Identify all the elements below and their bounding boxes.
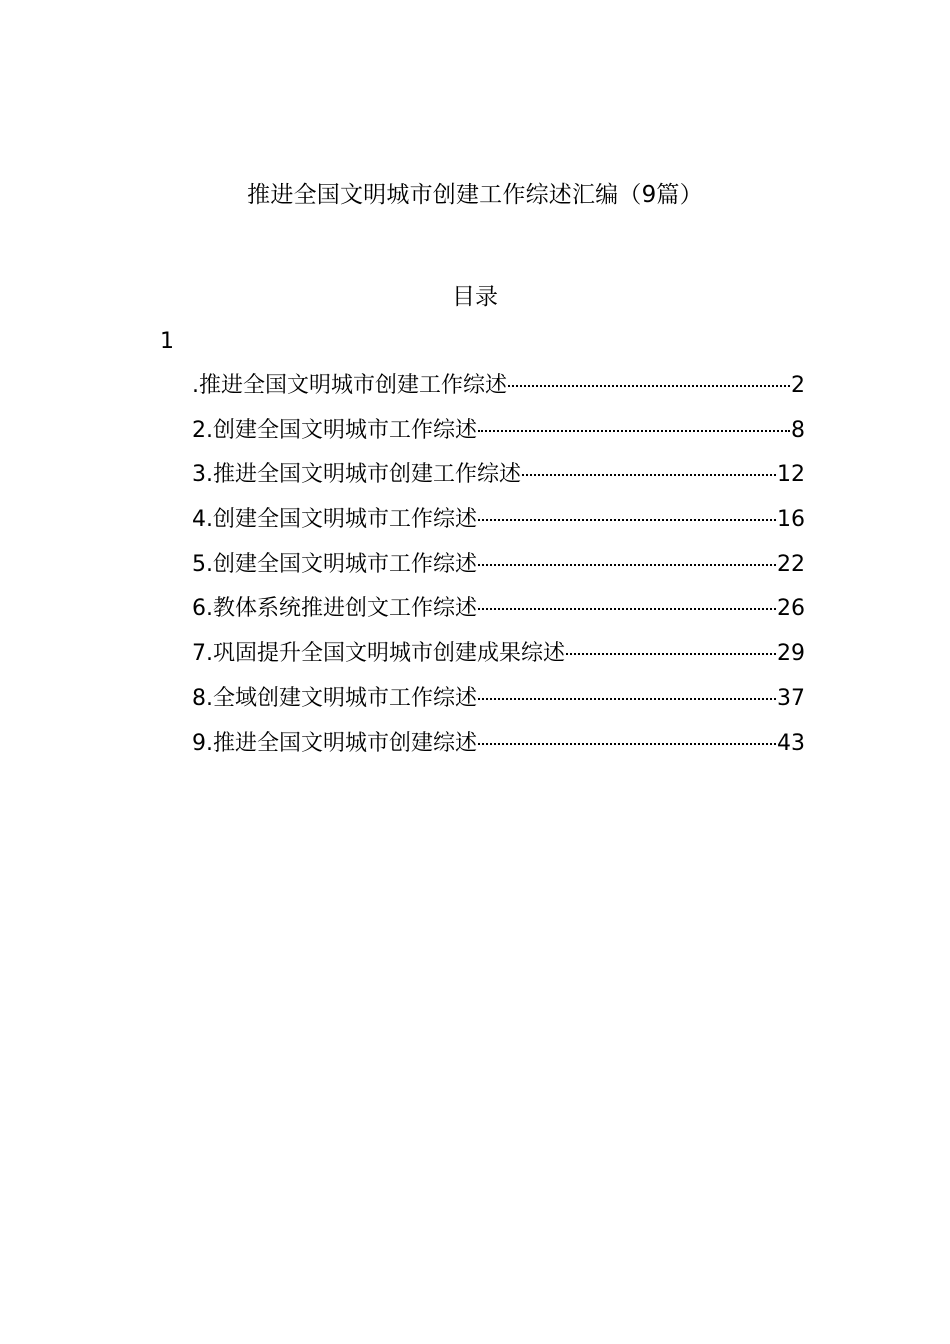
toc-entry-1[interactable]: [192, 370, 805, 415]
toc-entry-4[interactable]: [192, 504, 805, 549]
toc-entry-7[interactable]: [192, 638, 805, 683]
toc-entry-title: 9.推进全国文明城市创建综述: [192, 730, 477, 756]
toc-entry-page: 22: [777, 551, 805, 577]
toc-entry-title: .推进全国文明城市创建工作综述: [192, 373, 507, 398]
toc-entry-5[interactable]: [192, 549, 805, 594]
toc-entry-8[interactable]: [192, 683, 805, 728]
toc-entry-2[interactable]: [192, 415, 805, 460]
toc-entry-title: 7.巩固提升全国文明城市创建成果综述: [192, 641, 565, 667]
document-title: 推进全国文明城市创建工作综述汇编（9篇）: [247, 182, 703, 208]
toc-entry-page: 37: [777, 685, 805, 711]
table-of-contents: [192, 370, 805, 772]
toc-entry-title: 6.教体系统推进创文工作综述: [192, 596, 477, 622]
toc-entry-page: 29: [777, 641, 805, 667]
toc-entry-title: 5.创建全国文明城市工作综述: [192, 551, 477, 577]
toc-dot-leader: [478, 519, 776, 521]
stray-number: 1: [160, 329, 174, 354]
toc-entry-page: 8: [791, 417, 805, 443]
toc-dot-leader: [566, 653, 776, 655]
toc-dot-leader: [478, 743, 776, 745]
toc-entry-page: 12: [777, 462, 805, 488]
toc-dot-leader: [508, 385, 790, 387]
toc-entry-9[interactable]: [192, 728, 805, 773]
toc-dot-leader: [478, 698, 776, 700]
toc-dot-leader: [522, 474, 776, 476]
toc-dot-leader: [478, 608, 776, 610]
toc-entry-title: 8.全域创建文明城市工作综述: [192, 685, 477, 711]
toc-entry-title: 4.创建全国文明城市工作综述: [192, 507, 477, 533]
toc-dot-leader: [478, 564, 776, 566]
toc-entry-title: 3.推进全国文明城市创建工作综述: [192, 462, 521, 488]
toc-entry-3[interactable]: [192, 459, 805, 504]
toc-entry-page: 16: [777, 507, 805, 533]
toc-dot-leader: [478, 430, 790, 432]
toc-entry-page: 26: [777, 596, 805, 622]
toc-entry-page: 43: [777, 730, 805, 756]
toc-entry-page: 2: [791, 373, 805, 398]
toc-entry-title: 2.创建全国文明城市工作综述: [192, 417, 477, 443]
toc-heading: 目录: [452, 284, 498, 310]
toc-entry-6[interactable]: [192, 593, 805, 638]
